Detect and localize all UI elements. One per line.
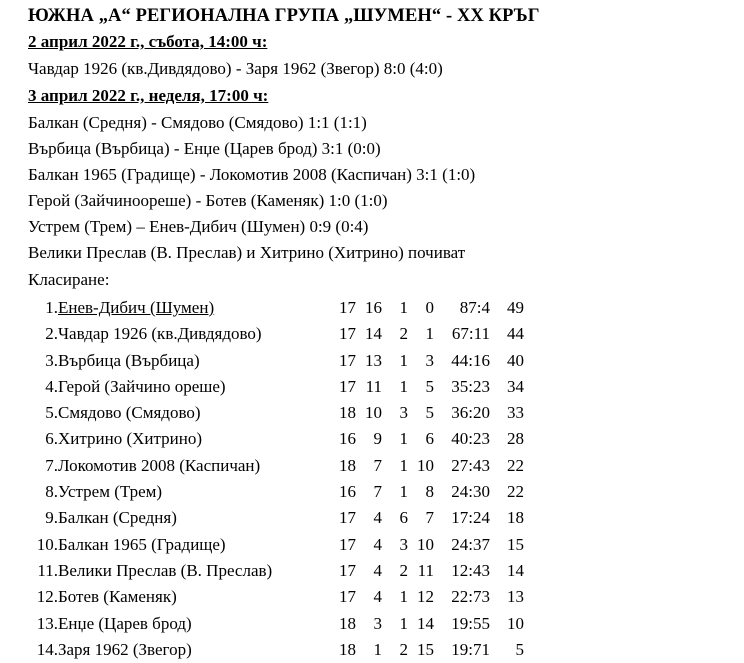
round-date-heading-1: 2 април 2022 г., събота, 14:00 ч: <box>28 32 268 51</box>
match-result: Устрем (Трем) – Енев-Дибич (Шумен) 0:9 (0:4) <box>28 217 369 236</box>
table-row <box>28 426 524 452</box>
standings-lost: 8 <box>425 482 434 502</box>
standings-drawn: 2 <box>399 324 408 344</box>
standings-drawn: 1 <box>399 587 408 607</box>
standings-lost: 14 <box>417 613 434 633</box>
match-result: Чавдар 1926 (кв.Дивдядово) - Заря 1962 (Звегор) 8:0 (4:0) <box>28 59 443 78</box>
table-row <box>28 637 524 663</box>
standings-goals: 12:43 <box>451 560 490 580</box>
standings-played: 17 <box>339 350 356 370</box>
standings-drawn: 1 <box>399 613 408 633</box>
standings-points: 22 <box>507 482 524 502</box>
match-result: Върбица (Върбица) - Енџе (Царев брод) 3:1 (0:0) <box>28 139 381 158</box>
standings-won: 7 <box>373 455 382 475</box>
standings-points: 34 <box>507 376 524 396</box>
standings-goals: 35:23 <box>451 376 490 396</box>
standings-position: 13. <box>36 613 58 633</box>
standings-team: Върбица (Върбица) <box>58 350 200 370</box>
standings-position: 5. <box>45 403 58 423</box>
standings-points: 28 <box>507 429 524 449</box>
standings-lost: 3 <box>425 350 434 370</box>
standings-position: 7. <box>45 455 58 475</box>
standings-team: Балкан (Средня) <box>58 508 177 528</box>
standings-goals: 19:55 <box>451 613 490 633</box>
standings-drawn: 2 <box>399 560 408 580</box>
standings-goals: 17:24 <box>451 508 490 528</box>
standings-played: 18 <box>339 403 356 423</box>
standings-won: 10 <box>365 403 382 423</box>
table-row <box>28 584 524 610</box>
table-row <box>28 295 524 321</box>
standings-team: Хитрино (Хитрино) <box>58 429 202 449</box>
standings-won: 1 <box>373 639 382 659</box>
standings-drawn: 3 <box>399 534 408 554</box>
standings-team: Енев-Дибич (Шумен) <box>58 298 215 317</box>
standings-lost: 10 <box>417 534 434 554</box>
standings-team: Смядово (Смядово) <box>58 403 201 423</box>
standings-won: 16 <box>365 298 382 317</box>
standings-drawn: 2 <box>399 639 408 659</box>
standings-drawn: 1 <box>399 482 408 502</box>
standings-table <box>28 295 524 663</box>
rest-note: Велики Преслав (В. Преслав) и Хитрино (Хитрино) почиват <box>28 243 466 262</box>
standings-goals: 19:71 <box>451 639 490 659</box>
match-result: Балкан 1965 (Градище) - Локомотив 2008 (Каспичан) 3:1 (1:0) <box>28 165 476 184</box>
standings-position: 8. <box>45 482 58 502</box>
table-row <box>28 321 524 347</box>
standings-played: 17 <box>339 587 356 607</box>
standings-team: Локомотив 2008 (Каспичан) <box>58 455 261 475</box>
standings-played: 17 <box>339 560 356 580</box>
table-row <box>28 532 524 558</box>
standings-lost: 5 <box>425 403 434 423</box>
standings-goals: 36:20 <box>451 403 490 423</box>
table-row <box>28 374 524 400</box>
standings-won: 14 <box>365 324 382 344</box>
table-row <box>28 505 524 531</box>
table-row <box>28 479 524 505</box>
standings-drawn: 1 <box>399 298 408 317</box>
standings-position: 4. <box>45 376 58 396</box>
table-row <box>28 348 524 374</box>
standings-played: 17 <box>339 534 356 554</box>
standings-lost: 10 <box>417 455 434 475</box>
standings-drawn: 1 <box>399 429 408 449</box>
match-result: Герой (Зайчиноореше) - Ботев (Каменяк) 1:0 (1:0) <box>28 191 388 210</box>
standings-won: 4 <box>373 560 382 580</box>
standings-played: 17 <box>339 298 356 317</box>
standings-won: 4 <box>373 587 382 607</box>
table-row <box>28 558 524 584</box>
standings-points: 5 <box>515 639 524 659</box>
standings-lost: 6 <box>425 429 434 449</box>
standings-position: 9. <box>45 508 58 528</box>
standings-played: 18 <box>339 455 356 475</box>
standings-lost: 0 <box>425 298 434 317</box>
standings-points: 44 <box>507 324 524 344</box>
standings-team: Устрем (Трем) <box>58 482 163 502</box>
match-result: Балкан (Средня) - Смядово (Смядово) 1:1 (1:1) <box>28 113 367 132</box>
standings-goals: 24:37 <box>451 534 490 554</box>
standings-goals: 67:11 <box>451 324 490 344</box>
standings-drawn: 3 <box>399 403 408 423</box>
standings-goals: 27:43 <box>451 455 490 475</box>
standings-team: Ботев (Каменяк) <box>58 587 177 607</box>
standings-goals: 44:16 <box>451 350 490 370</box>
standings-played: 17 <box>339 508 356 528</box>
standings-points: 49 <box>507 298 524 317</box>
standings-lost: 12 <box>417 587 434 607</box>
standings-position: 11. <box>37 560 58 580</box>
standings-goals: 24:30 <box>451 482 490 502</box>
standings-drawn: 1 <box>399 350 408 370</box>
standings-played: 17 <box>339 376 356 396</box>
table-row <box>28 611 524 637</box>
standings-points: 40 <box>507 350 524 370</box>
standings-position: 14. <box>36 639 58 659</box>
standings-position: 12. <box>36 587 58 607</box>
table-row <box>28 453 524 479</box>
standings-goals: 87:4 <box>459 298 490 317</box>
standings-goals: 22:73 <box>451 587 490 607</box>
standings-played: 16 <box>339 429 356 449</box>
standings-drawn: 6 <box>399 508 408 528</box>
standings-team: Енџе (Царев брод) <box>58 613 192 633</box>
standings-played: 16 <box>339 482 356 502</box>
standings-played: 17 <box>339 324 356 344</box>
standings-points: 22 <box>507 455 524 475</box>
standings-position: 10. <box>36 534 58 554</box>
standings-points: 18 <box>507 508 524 528</box>
standings-won: 9 <box>373 429 382 449</box>
standings-lost: 7 <box>425 508 434 528</box>
standings-points: 14 <box>507 560 524 580</box>
standings-won: 4 <box>373 534 382 554</box>
standings-team: Велики Преслав (В. Преслав) <box>58 560 273 580</box>
standings-played: 18 <box>339 639 356 659</box>
standings-position: 1. <box>45 298 58 317</box>
standings-label: Класиране: <box>28 270 110 289</box>
standings-points: 13 <box>507 587 524 607</box>
standings-won: 7 <box>373 482 382 502</box>
standings-points: 33 <box>507 403 524 423</box>
standings-won: 3 <box>373 613 382 633</box>
standings-points: 10 <box>507 613 524 633</box>
table-row <box>28 400 524 426</box>
standings-drawn: 1 <box>399 455 408 475</box>
round-date-heading-2: 3 април 2022 г., неделя, 17:00 ч: <box>28 86 269 105</box>
standings-drawn: 1 <box>399 376 408 396</box>
standings-lost: 1 <box>425 324 434 344</box>
standings-team: Герой (Зайчино ореше) <box>58 376 226 396</box>
standings-position: 2. <box>45 324 58 344</box>
standings-team: Заря 1962 (Звегор) <box>58 639 192 659</box>
standings-won: 13 <box>365 350 382 370</box>
standings-position: 6. <box>45 429 58 449</box>
page-title: ЮЖНА „А“ РЕГИОНАЛНА ГРУПА „ШУМЕН“ - XX КРЪГ <box>28 6 540 26</box>
standings-won: 4 <box>373 508 382 528</box>
standings-team: Чавдар 1926 (кв.Дивдядово) <box>58 324 262 344</box>
standings-position: 3. <box>45 350 58 370</box>
standings-points: 15 <box>507 534 524 554</box>
standings-goals: 40:23 <box>451 429 490 449</box>
standings-won: 11 <box>365 376 382 396</box>
standings-lost: 11 <box>417 560 434 580</box>
standings-team: Балкан 1965 (Градище) <box>58 534 226 554</box>
standings-lost: 15 <box>417 639 434 659</box>
standings-lost: 5 <box>425 376 434 396</box>
standings-played: 18 <box>339 613 356 633</box>
